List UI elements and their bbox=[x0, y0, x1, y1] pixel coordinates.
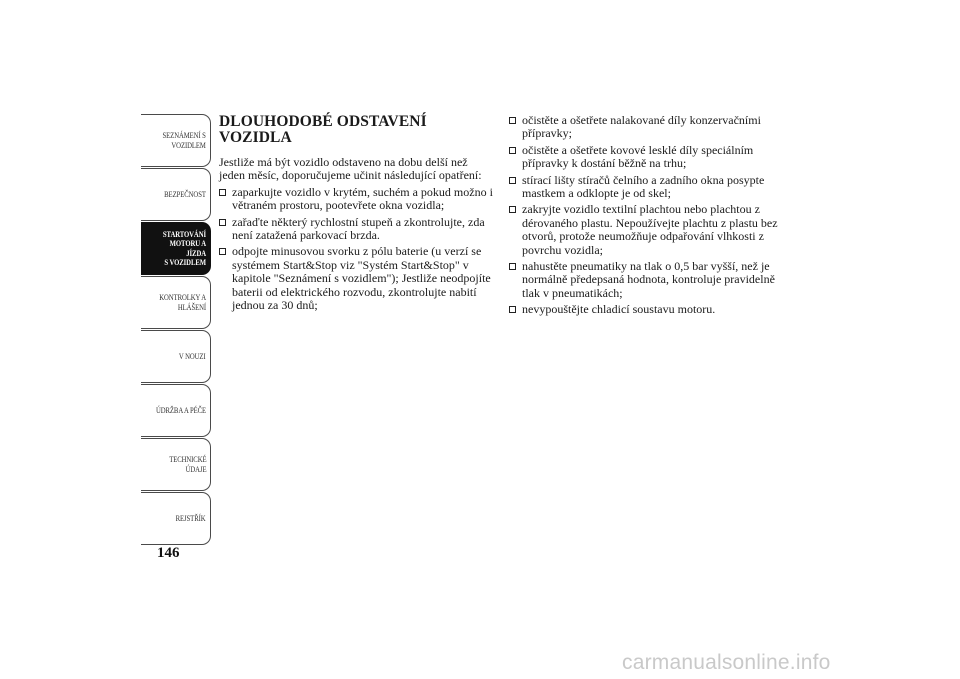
list-item-text: nahustěte pneumatiky na tlak o 0,5 bar vyšší, než je normálně předepsaná hodnota, kontroluje pravidelně tlak v pneumatikách; bbox=[522, 259, 775, 300]
tab-label: V NOUZI bbox=[179, 351, 206, 361]
list-item bbox=[219, 186, 494, 213]
tab-bezpecnost[interactable] bbox=[141, 168, 211, 221]
tab-label: REJSTŘÍK bbox=[176, 513, 206, 523]
list-item bbox=[219, 245, 494, 312]
checkbox-icon bbox=[219, 219, 226, 226]
tab-seznameni-s-vozidlem[interactable] bbox=[141, 114, 211, 167]
checkbox-icon bbox=[509, 177, 516, 184]
list-item-text: nevypouštějte chladicí soustavu motoru. bbox=[522, 302, 716, 317]
tab-label: TECHNICKÉ ÚDAJE bbox=[168, 455, 206, 474]
page-number: 146 bbox=[157, 545, 180, 561]
checkbox-icon bbox=[509, 263, 516, 270]
list-item bbox=[219, 216, 494, 243]
tab-v-nouzi[interactable] bbox=[141, 330, 211, 383]
list-item bbox=[509, 303, 784, 316]
list-item-text: zaparkujte vozidlo v krytém, suchém a pokud možno i větraném prostoru, pootevřete okna vozidla; bbox=[232, 184, 493, 213]
tab-kontrolky-a-hlaseni[interactable] bbox=[141, 276, 211, 329]
tab-label: STARTOVÁNÍ MOTORU A JÍZDA S VOZIDLEM bbox=[162, 229, 206, 267]
tab-label: SEZNÁMENÍ S VOZIDLEM bbox=[162, 131, 206, 150]
list-item bbox=[509, 114, 784, 141]
tab-label: KONTROLKY A HLÁŠENÍ bbox=[159, 293, 206, 312]
list-item-text: stírací lišty stíračů čelního a zadního okna posypte mastkem a odklopte je od skel; bbox=[522, 172, 765, 201]
list-item-text: odpojte minusovou svorku z pólu baterie (u verzí se systémem Start&Stop viz "Systém Start&Stop" v kapitole "Seznámení s vozidlem"); Jestliže neodpojíte baterii od elektrického rozvodu, zkontrolujte nabití jednou za 30 dnů; bbox=[232, 244, 491, 313]
right-column bbox=[509, 114, 784, 320]
list-item bbox=[509, 174, 784, 201]
section-title: DLOUHODOBÉ ODSTAVENÍ VOZIDLA bbox=[219, 113, 427, 146]
checkbox-icon bbox=[219, 248, 226, 255]
list-item-text: zakryjte vozidlo textilní plachtou nebo plachtou z dérovaného plastu. Nepoužívejte plachtu z plastu bez otvorů, protože neumožňuje odpařování vlhkosti z povrchu vozidla; bbox=[522, 202, 778, 257]
checkbox-icon bbox=[509, 117, 516, 124]
tab-udrzba-a-pece[interactable] bbox=[141, 384, 211, 437]
list-item bbox=[509, 144, 784, 171]
tab-technicke-udaje[interactable] bbox=[141, 438, 211, 491]
left-column bbox=[219, 114, 494, 315]
list-item bbox=[509, 203, 784, 257]
checkbox-icon bbox=[509, 206, 516, 213]
left-checklist bbox=[219, 186, 494, 313]
checkbox-icon bbox=[509, 306, 516, 313]
checkbox-icon bbox=[219, 189, 226, 196]
tab-rejstrik[interactable] bbox=[141, 492, 211, 545]
checkbox-icon bbox=[509, 147, 516, 154]
chapter-tabs bbox=[141, 114, 211, 546]
right-checklist bbox=[509, 114, 784, 317]
tab-label: BEZPEČNOST bbox=[164, 189, 206, 199]
tab-label: ÚDRŽBA A PÉČE bbox=[155, 405, 206, 415]
watermark: carmanualsonline.info bbox=[622, 651, 831, 674]
list-item-text: očistěte a ošetřete nalakované díly konzervačními přípravky; bbox=[522, 113, 761, 141]
list-item-text: očistěte a ošetřete kovové lesklé díly speciálním přípravky k dostání běžně na trhu; bbox=[522, 142, 754, 171]
intro-paragraph: Jestliže má být vozidlo odstaveno na dobu delší než jeden měsíc, doporučujeme učinit následující opatření: bbox=[219, 155, 482, 183]
list-item bbox=[509, 260, 784, 300]
list-item-text: zařaďte některý rychlostní stupeň a zkontrolujte, zda není zatažená parkovací brzda. bbox=[232, 214, 485, 243]
tab-startovani-motoru[interactable] bbox=[141, 222, 211, 275]
